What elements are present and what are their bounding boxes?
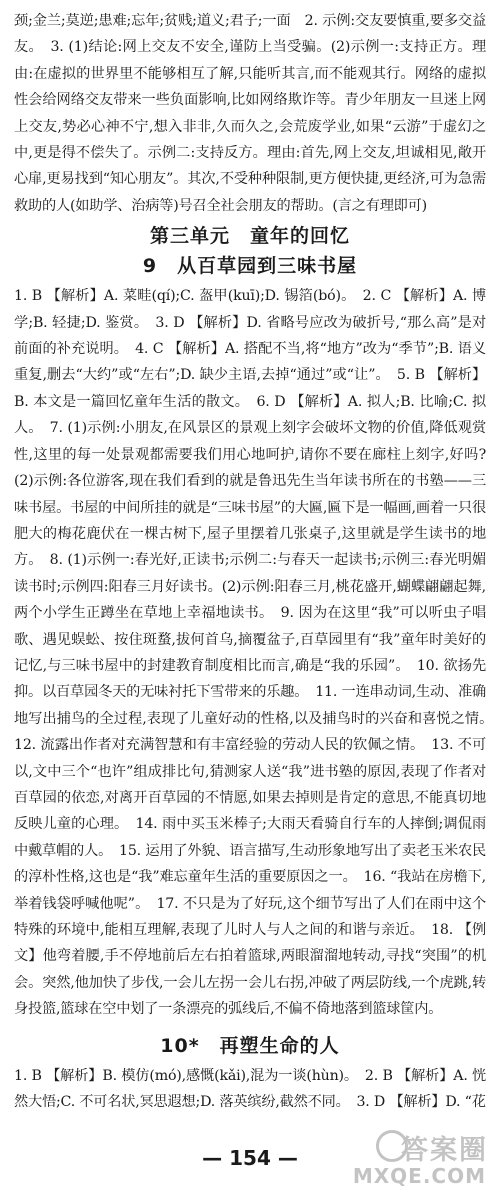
lesson-10-title: 10* 再塑生命的人	[160, 1034, 340, 1057]
answer-paragraph-unit2-end: 颈;金兰;莫逆;患难;忘年;贫贱;道义;君子;一面 2. 示例:交友要慎重,要多交益友。 3. (1)结论:网上交友不安全,谨防上当受骗。(2)示例一:支持正方。理由:在虚拟的世界里不能够相互了解,只能听其言,而不能观其行。网络的虚拟性会给网络交友带来一些负面影响,比如网络欺诈等。青少年朋友一旦迷上网上交友,势必心神不宁,想入非非,久而久之,会荒废学业,如果“云游”于虚幻之中,更是得不偿失了。示例二:支持反方。理由:首先,网上交友,坦诚相见,敞开心扉,更易找到“知心朋友”。其次,不受种种限制,更方便快捷,更经济,可为急需救助的人(如助学、治病等)号召全社会朋友的帮助。(言之有理即可)	[14, 13, 486, 214]
watermark-text-url: MXQE.COM	[352, 1164, 486, 1188]
unit-title: 第三单元 童年的回忆	[149, 225, 350, 248]
lesson-9-answers: 1. B 【解析】A. 菜畦(qí);C. 盔甲(kuī);D. 锡箔(bó)。 2. C 【解析】A. 博学;B. 轻捷;D. 鉴赏。 3. D 【解析】D. 省略号应改为破折号,“那么高”是对前面的补充说明。 4. C 【解析】A. 搭配不当,将“地方”改为“季节”;B. 语义重复,删去“大约”或“左右”;D. 缺少主语,去掉“通过”或“让”。 5. B 【解析】B. 本文是一篇回忆童年生活的散文。 6. D 【解析】A. 拟人;B. 比喻;C. 拟人。 7. (1)示例:小朋友,在风景区的景观上刻字会破坏文物的价值,降低观赏性,这里的每一处景观都需要我们用心地呵护,请你不要在廊柱上刻字,好吗?(2)示例:各位游客,现在我们看到的就是鲁迅先生当年读书所在的书塾——三味书屋。书屋的中间所挂的就是“三味书屋”的大匾,匾下是一幅画,画着一只很肥大的梅花鹿伏在一棵古树下,屋子里摆着几张桌子,这里就是学生读书的地方。 8. (1)示例一:春光好,正读书;示例二:与春天一起读书;示例三:春光明媚读书时;示例四:阳春三月好读书。(2)示例:阳春三月,桃花盛开,蝴蝶翩翩起舞,两个小学生正蹲坐在草地上幸福地读书。 9. 因为在这里“我”可以听虫子唱歌、遇见蜈蚣、按住斑蝥,拔何首乌,摘覆盆子,百草园里有“我”童年时美好的记忆,与三味书屋中的封建教育制度相比而言,确是“我的乐园”。 10. 欲扬先抑。以百草园冬天的无味衬托下雪带来的乐趣。 11. 一连串动词,生动、准确地写出捕鸟的全过程,表现了儿童好动的性格,以及捕鸟时的兴奋和喜悦之情。 12. 流露出作者对充满智慧和有丰富经验的劳动人民的钦佩之情。 13. 不可以,文中三个“也许”组成排比句,猜测家人送“我”进书塾的原因,表现了作者对百草园的依恋,对离开百草园的不情愿,如果去掉则是肯定的意思,不能真切地反映儿童的心理。 14. 雨中买玉米棒子;大雨天看骑自行车的人摔倒;调侃雨中戴草帽的人。 15. 运用了外貌、语言描写,生动形象地写出了卖老玉米农民的淳朴性格,这也是“我”难忘童年生活的重要原因之一。 16. “我站在房檐下,举着钱袋呼喊他呢”。 17. 不只是为了好玩,这个细节写出了人们在雨中这个特殊的环境中,能相互理解,表现了儿时人与人之间的和谐与亲近。 18. 【例文】他弯着腰,手不停地前后左右拍着篮球,两眼溜溜地转动,寻找“突围”的机会。突然,他加快了步伐,一会儿左拐一会儿右拐,冲破了两层防线,一个虎跳,转身投篮,篮球在空中划了一条漂亮的弧线后,不偏不倚地落到篮球筐内。	[14, 288, 500, 1018]
lesson-9-title: 9 从百草园到三味书屋	[142, 255, 358, 278]
lesson-10-answers: 1. B 【解析】B. 模仿(mó),感慨(kǎi),混为一谈(hùn)。 2. B 【解析】A. 恍然大悟;C. 不可名状,冥思遐想;D. 落英缤纷,截然不同。 3. D 【解析】D. “花	[14, 1067, 486, 1111]
site-watermark	[352, 1128, 492, 1194]
watermark-text-cn: 答案圈	[401, 1135, 488, 1166]
page-number: — 154 —	[202, 1146, 298, 1170]
